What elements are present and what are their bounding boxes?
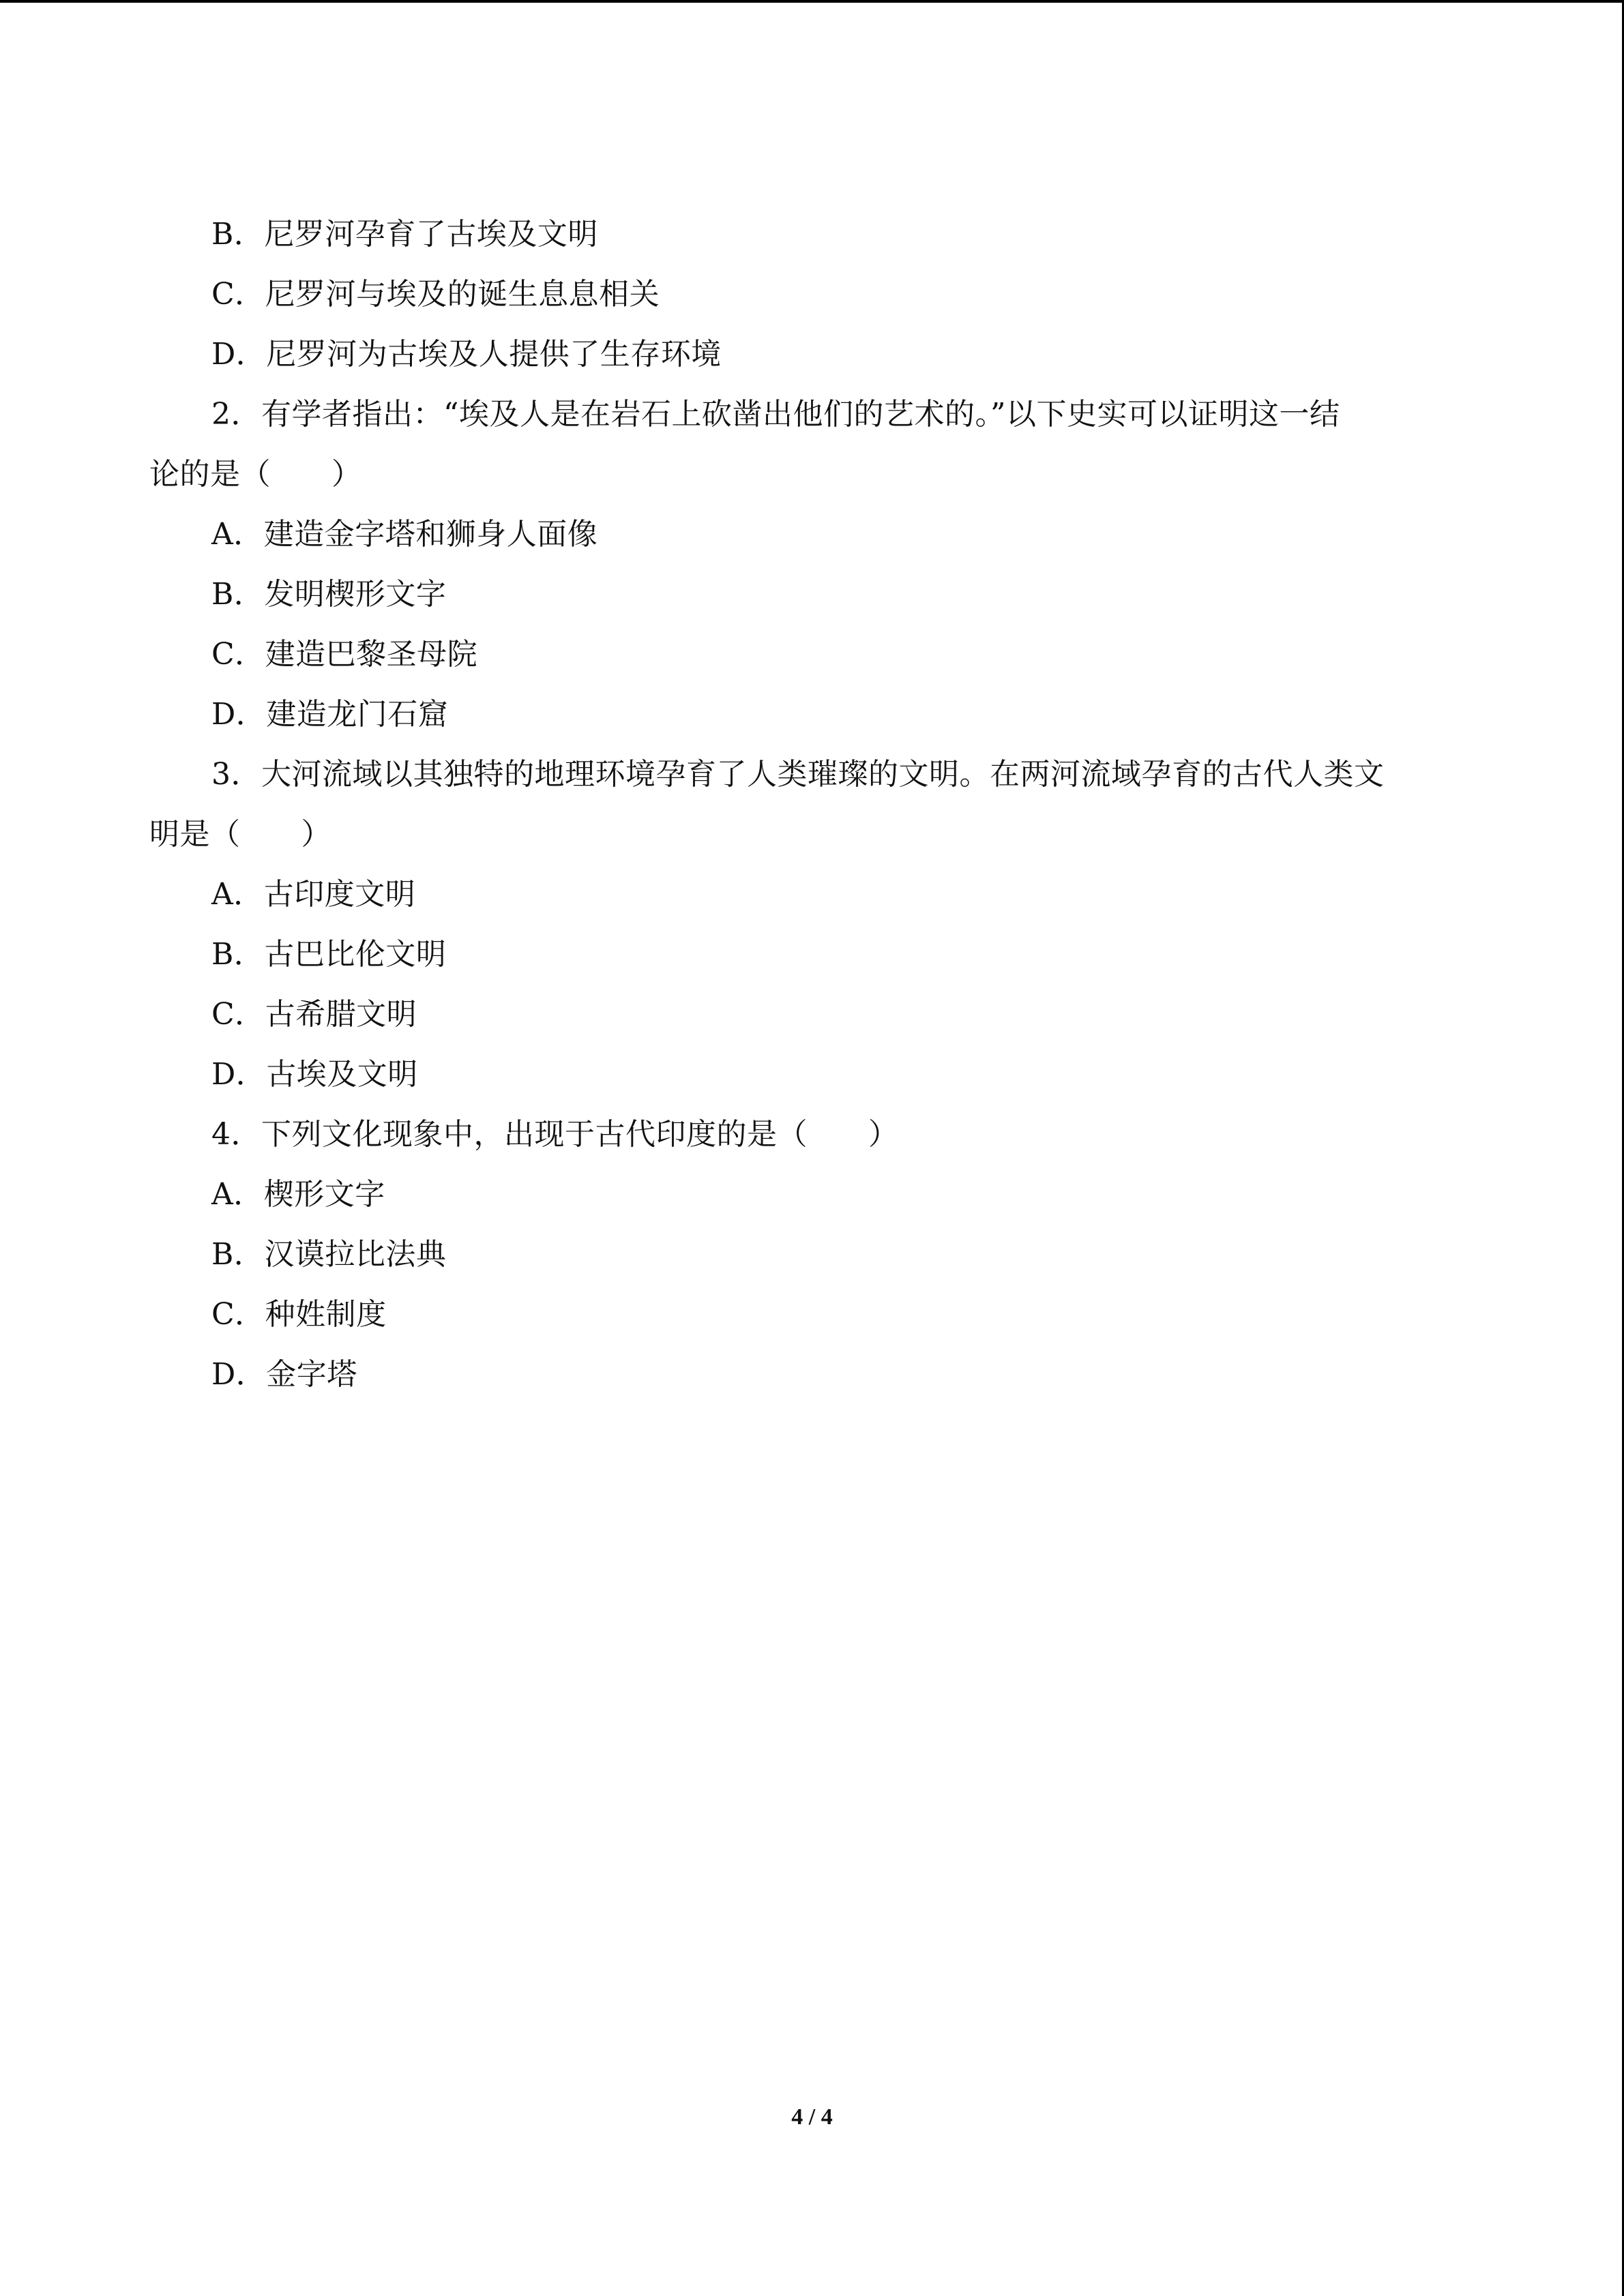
question-2-stem-line2: 论的是（ ） [149, 457, 362, 492]
document-body [149, 205, 1466, 1405]
option-1d: D．尼罗河为古埃及人提供了生存环境 [211, 337, 722, 372]
page-number: 4 / 4 [791, 2104, 833, 2130]
option-3a: A．古印度文明 [211, 877, 416, 912]
option-2d: D．建造龙门石窟 [211, 697, 449, 732]
question-2-stem-line1: 2．有学者指出：“埃及人是在岩石上砍凿出他们的艺术的。”以下史实可以证明这一结 [211, 397, 1340, 432]
option-4a: A．楔形文字 [211, 1177, 385, 1212]
option-4d: D．金字塔 [211, 1357, 357, 1392]
option-4b: B．汉谟拉比法典 [211, 1237, 447, 1272]
option-1b: B．尼罗河孕育了古埃及文明 [211, 217, 598, 252]
option-3b: B．古巴比伦文明 [211, 937, 447, 972]
option-2c: C．建造巴黎圣母院 [211, 637, 478, 672]
option-3d: D．古埃及文明 [211, 1057, 418, 1092]
option-2a: A．建造金字塔和狮身人面像 [211, 517, 598, 552]
question-4-stem: 4．下列文化现象中，出现于古代印度的是（ ） [211, 1117, 899, 1152]
option-2b: B．发明楔形文字 [211, 577, 447, 612]
option-3c: C．古希腊文明 [211, 997, 417, 1032]
question-3-stem-line2: 明是（ ） [149, 817, 331, 852]
option-1c: C．尼罗河与埃及的诞生息息相关 [211, 277, 660, 312]
question-3-stem-line1: 3．大河流域以其独特的地理环境孕育了人类璀璨的文明。在两河流域孕育的古代人类文 [211, 757, 1385, 792]
option-4c: C．种姓制度 [211, 1297, 387, 1332]
